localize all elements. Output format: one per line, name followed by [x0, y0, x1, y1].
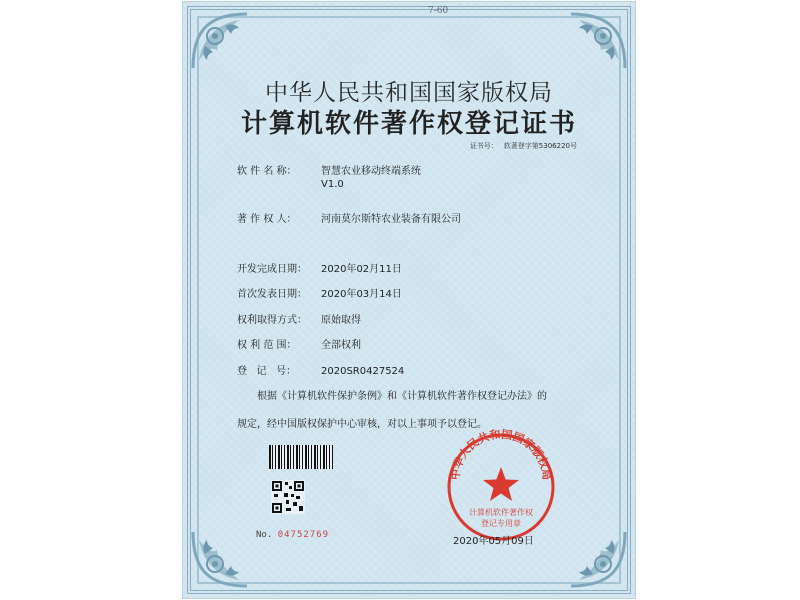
- field-value: 2020年02月11日: [321, 264, 402, 275]
- statement-line: 根据《计算机软件保护条例》和《计算机软件著作权登记办法》的: [257, 391, 547, 402]
- field-scope: [237, 336, 361, 351]
- field-label: 著 作 权 人：: [237, 214, 297, 225]
- corner-ornament-icon: [567, 528, 629, 590]
- field-software-name: [237, 162, 421, 190]
- corner-ornament-icon: [189, 528, 251, 590]
- field-label: 权 利 范 围：: [237, 340, 297, 351]
- field-label: 首次发表日期：: [237, 289, 307, 300]
- field-label: 开发完成日期：: [237, 264, 307, 275]
- serial-prefix: No.: [256, 530, 273, 540]
- seal-star-icon: [483, 467, 519, 501]
- field-label: 登 记 号：: [237, 366, 297, 377]
- field-publish-date: [237, 285, 402, 300]
- certificate-number: [470, 141, 577, 151]
- serial-number: [256, 530, 329, 540]
- statement-line: 规定，经中国版权保护中心审核，对以上事项予以登记。: [237, 419, 487, 430]
- field-version: V1.0: [321, 179, 344, 190]
- corner-ornament-icon: [189, 10, 251, 72]
- serial-value: 04752769: [277, 530, 330, 540]
- field-value: 原始取得: [321, 315, 361, 326]
- barcode-icon: [269, 445, 333, 469]
- field-label: 软 件 名 称：: [237, 166, 297, 177]
- field-owner: [237, 210, 461, 225]
- seal-center-line2: 登记专用章: [481, 519, 521, 528]
- corner-ornament-icon: [567, 10, 629, 72]
- field-registration-number: [237, 362, 404, 377]
- field-value: 2020SR0427524: [321, 366, 405, 377]
- qr-code-icon: [271, 480, 305, 514]
- field-completion-date: [237, 260, 402, 275]
- field-value: 全部权利: [321, 340, 361, 351]
- seal-center-line1: 计算机软件著作权: [469, 508, 533, 517]
- issuer-title: 中华人民共和国国家版权局: [265, 80, 553, 106]
- field-value: 河南莫尔斯特农业装备有限公司: [321, 214, 461, 225]
- certificate-number-label: 证书号：: [469, 142, 498, 150]
- official-seal: [441, 427, 561, 547]
- certificate-title: 计算机软件著作权登记证书: [240, 109, 577, 139]
- field-value: 智慧农业移动终端系统: [321, 166, 421, 177]
- certificate: [183, 2, 635, 598]
- seal-ring-text: 中华人民共和国国家版权局: [448, 427, 554, 481]
- field-acquire-method: [237, 311, 361, 326]
- certificate-number-value: 软著登字第5306220号: [503, 142, 577, 150]
- field-value: 2020年03月14日: [321, 289, 402, 300]
- handwritten-mark: 7-60: [428, 6, 449, 16]
- issue-date: 2020年05月09日: [453, 536, 534, 547]
- field-label: 权利取得方式：: [237, 315, 307, 326]
